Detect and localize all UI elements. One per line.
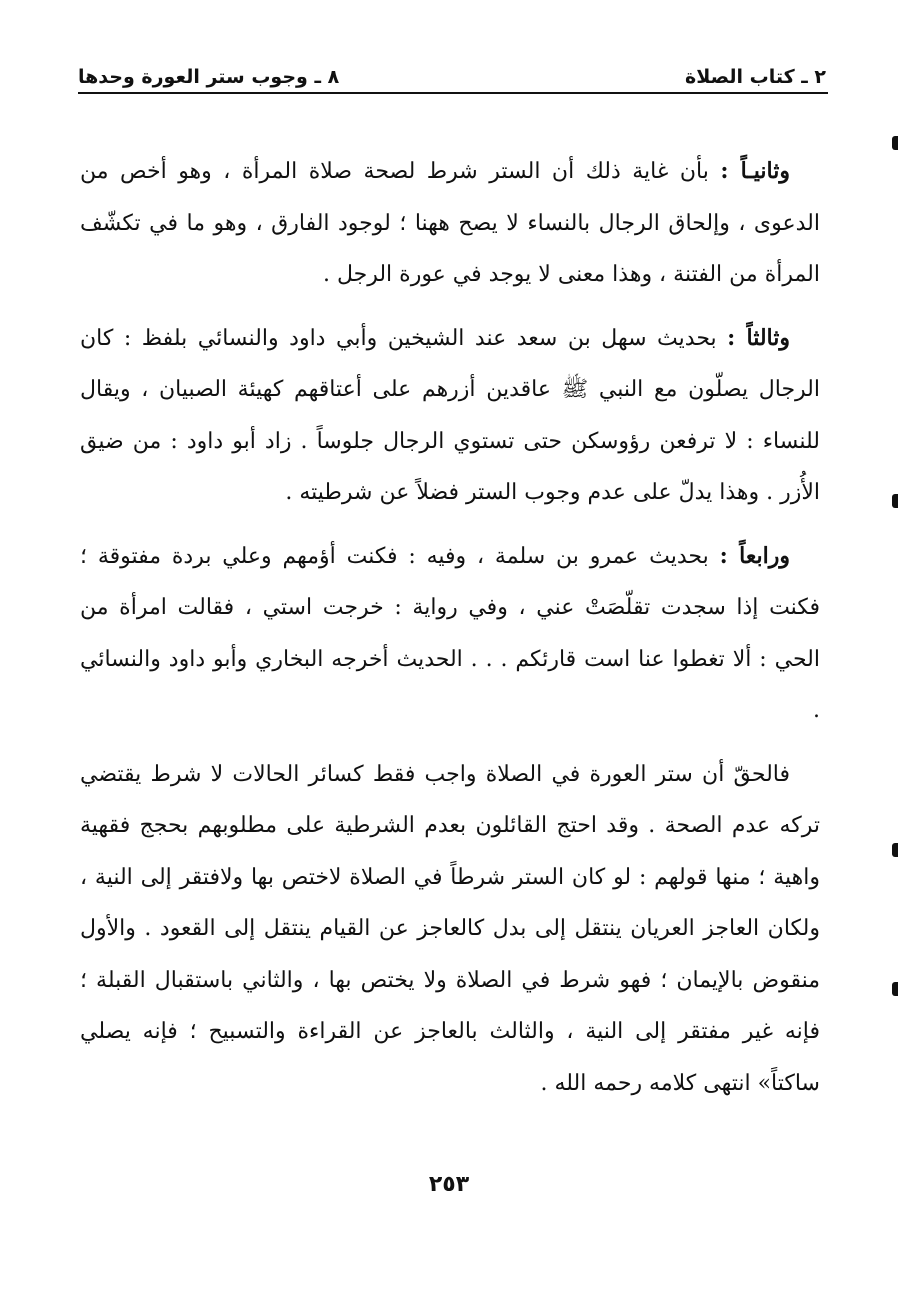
paragraph-lead: ورابعاً : <box>719 542 790 569</box>
margin-edge-mark <box>892 982 898 996</box>
body-text <box>80 146 820 1121</box>
page-number: ٢٥٣ <box>428 1172 470 1197</box>
paragraph-conclusion <box>80 749 820 1110</box>
header-chapter-title: ٢ ـ كتاب الصلاة <box>685 66 826 88</box>
paragraph-text: بأن غاية ذلك أن الستر شرط لصحة صلاة المرأة ، وهو أخص من الدعوى ، وإلحاق الرجال بالنساء لا يصح ههنا ؛ لوجود الفارق ، وهو ما في تكشّف المرأة من الفتنة ، وهذا معنى لا يوجد في عورة الرجل . <box>80 159 820 287</box>
header-divider <box>78 92 828 94</box>
margin-edge-mark <box>892 843 898 857</box>
paragraph-lead: وثانيـاً : <box>720 158 791 184</box>
paragraph-fourthly <box>80 531 820 737</box>
paragraph-lead: وثالثاً : <box>727 324 790 351</box>
margin-edge-mark <box>892 136 898 150</box>
paragraph-secondly <box>80 146 820 301</box>
header-section-title: ٨ ـ وجوب ستر العورة وحدها <box>78 66 340 88</box>
paragraph-text: بحديث سهل بن سعد عند الشيخين وأبي داود والنسائي بلفظ : كان الرجال يصلّون مع النبي ﷺ عاقدين أزرهم على أعتاقهم كهيئة الصبيان ، ويقال للنساء : لا ترفعن رؤوسكن حتى تستوي الرجال جلوساً . زاد أبو داود : من ضيق الأُزر . وهذا يدلّ على عدم وجوب الستر فضلاً عن شرطيته . <box>80 325 820 505</box>
paragraph-thirdly <box>80 313 820 519</box>
running-header <box>78 52 826 92</box>
paragraph-text: فالحقّ أن ستر العورة في الصلاة واجب فقط كسائر الحالات لا شرط يقتضي تركه عدم الصحة . وقد احتج القائلون بعدم الشرطية على مطلوبهم بحجج فقهية واهية ؛ منها قولهم : لو كان الستر شرطاً في الصلاة لاختص بها ولافتقر إلى النية ، ولكان العاجز العريان ينتقل إلى بدل كالعاجز عن القيام ينتقل إلى القعود . والأول منقوض بالإيمان ؛ فهو شرط في الصلاة ولا يختص بها ، والثاني باستقبال القبلة ؛ فإنه غير مفتقر إلى النية ، والثالث بالعاجز عن القراءة والتسبيح ؛ فإنه يصلي ساكتاً» انتهى كلامه رحمه الله . <box>80 761 820 1096</box>
paragraph-text: بحديث عمرو بن سلمة ، وفيه : فكنت أؤمهم وعلي بردة مفتوقة ؛ فكنت إذا سجدت تقلّصَتْ عني ، وفي رواية : خرجت استي ، فقالت امرأة من الحي : ألا تغطوا عنا است قارئكم . . . الحديث أخرجه البخاري وأبو داود والنسائي . <box>80 543 820 723</box>
margin-edge-mark <box>892 494 898 508</box>
